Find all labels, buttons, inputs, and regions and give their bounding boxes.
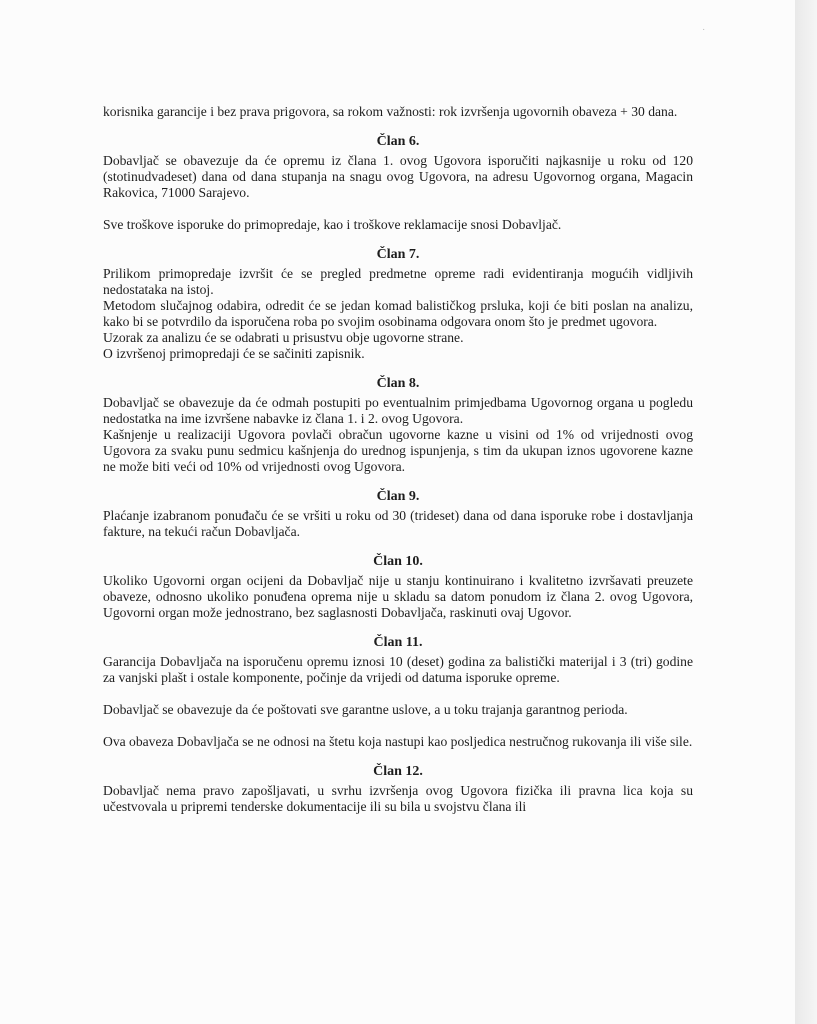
article-6-paragraph-2: Sve troškove isporuke do primopredaje, kao i troškove reklamacije snosi Dobavljač. <box>103 217 562 232</box>
article-8-heading: Član 8. <box>376 376 420 391</box>
article-7-paragraph-2: Metodom slučajnog odabira, odredit će se jedan komad balističkog prsluka, koji će biti poslan na analizu, kako bi se potvrdilo da isporučena roba po svojim osobinama odgovara onom što je predmet ugovora. <box>103 298 693 329</box>
article-6-paragraph-1: Dobavljač se obavezuje da će opremu iz člana 1. ovog Ugovora isporučiti najkasnije u roku od 120 (stotinudvadeset) dana od dana stupanja na snagu ovog Ugovora, na adresu Ugovornog organa, Magacin Rakovica, 71000 Sarajevo. <box>103 153 693 200</box>
article-6-heading: Član 6. <box>376 134 420 149</box>
article-10-paragraph-1: Ukoliko Ugovorni organ ocijeni da Dobavljač nije u stanju kontinuirano i kvalitetno izvršavati preuzete obaveze, odnosno ukoliko ponuđena oprema nije u skladu sa datom ponudom iz člana 2. ovog Ugovora, Ugovorni organ može jednostrano, bez saglasnosti Dobavljača, raskinuti ovaj Ugovor. <box>103 573 693 620</box>
article-7-paragraph-3: Uzorak za analizu će se odabrati u prisustvu obje ugovorne strane. <box>103 330 464 345</box>
scan-edge <box>795 0 817 1024</box>
intro-paragraph: korisnika garancije i bez prava prigovora, sa rokom važnosti: rok izvršenja ugovornih obaveza + 30 dana. <box>103 104 678 119</box>
article-8-paragraph-2: Kašnjenje u realizaciji Ugovora povlači obračun ugovorne kazne u visini od 1% od vrijednosti ovog Ugovora za svaku punu sedmicu kašnjenja do urednog ispunjenja, s tim da ukupan iznos ugovorene kazne ne može biti veći od 10% od vrijednosti ovog Ugovora. <box>103 427 693 474</box>
document-body <box>103 104 693 815</box>
scan-mark: ˙ <box>702 28 706 39</box>
article-11-paragraph-3: Ova obaveza Dobavljača se ne odnosi na štetu koja nastupi kao posljedica nestručnog rukovanja ili više sile. <box>103 734 693 749</box>
article-10-heading: Član 10. <box>373 554 423 569</box>
article-7-heading: Član 7. <box>376 247 420 262</box>
article-7-paragraph-4: O izvršenoj primopredaji će se sačiniti zapisnik. <box>103 346 365 361</box>
article-9-paragraph-1: Plaćanje izabranom ponuđaču će se vršiti u roku od 30 (trideset) dana od dana isporuke robe i dostavljanja fakture, na tekući račun Dobavljača. <box>103 508 693 539</box>
article-8-paragraph-1: Dobavljač se obavezuje da će odmah postupiti po eventualnim primjedbama Ugovornog organa u pogledu nedostatka na ime izvršene nabavke iz člana 1. i 2. ovog Ugovora. <box>103 395 693 426</box>
article-7-paragraph-1: Prilikom primopredaje izvršit će se pregled predmetne opreme radi evidentiranja mogućih vidljivih nedostataka na istoj. <box>103 266 693 297</box>
article-12-paragraph-1: Dobavljač nema pravo zapošljavati, u svrhu izvršenja ovog Ugovora fizička ili pravna lica koja su učestvovala u pripremi tenderske dokumentacije ili su bila u svojstvu člana ili <box>103 783 693 814</box>
article-12-heading: Član 12. <box>373 764 423 779</box>
article-11-paragraph-1: Garancija Dobavljača na isporučenu opremu iznosi 10 (deset) godina za balistički materijal i 3 (tri) godine za vanjski plašt i ostale komponente, počinje da vrijedi od datuma isporuke opreme. <box>103 654 693 685</box>
article-11-paragraph-2: Dobavljač se obavezuje da će poštovati sve garantne uslove, a u toku trajanja garantnog perioda. <box>103 702 628 717</box>
article-11-heading: Član 11. <box>373 635 423 650</box>
article-9-heading: Član 9. <box>376 489 420 504</box>
